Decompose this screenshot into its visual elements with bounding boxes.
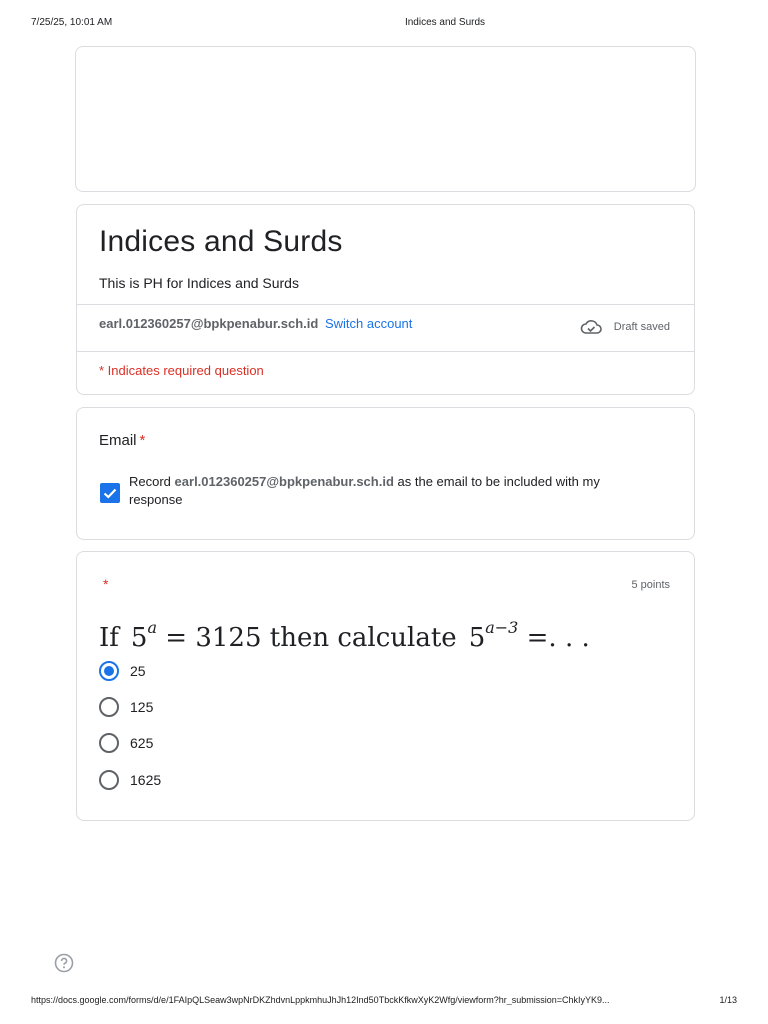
print-doc-title: Indices and Surds bbox=[404, 17, 486, 28]
record-suffix: as the email to be included with my response bbox=[129, 474, 600, 507]
question-math-text bbox=[99, 618, 590, 658]
email-question-card bbox=[76, 407, 695, 540]
divider bbox=[77, 304, 694, 305]
math-base1: 5 bbox=[130, 623, 148, 653]
option-label: 625 bbox=[130, 735, 154, 751]
account-email: earl.012360257@bpkpenabur.sch.id bbox=[99, 316, 319, 331]
form-title: Indices and Surds bbox=[99, 225, 343, 258]
option-25[interactable] bbox=[99, 660, 146, 682]
divider bbox=[77, 351, 694, 352]
math-if: If bbox=[99, 623, 119, 653]
record-email: earl.012360257@bpkpenabur.sch.id bbox=[174, 474, 394, 489]
option-1625[interactable] bbox=[99, 769, 161, 791]
points-label: 5 points bbox=[631, 579, 670, 591]
math-exp1: a bbox=[147, 618, 157, 637]
form-description: This is PH for Indices and Surds bbox=[99, 275, 299, 291]
option-label: 1625 bbox=[130, 772, 162, 788]
record-email-text bbox=[129, 473, 649, 509]
radio-button[interactable] bbox=[99, 770, 119, 790]
email-question-label bbox=[99, 432, 145, 449]
option-label: 125 bbox=[130, 699, 154, 715]
draft-status-label: Draft saved bbox=[613, 321, 670, 333]
radio-button-selected[interactable] bbox=[99, 661, 119, 681]
cloud-done-icon bbox=[580, 319, 602, 335]
record-prefix: Record bbox=[129, 474, 171, 489]
print-url: https://docs.google.com/forms/d/e/1FAIpQLSeaw3wpNrDKZhdvnLppkmhuJhJh12Ind50TbckKfkwXyK2Wfg/viewform?hr_submission=ChkIyYK9... bbox=[31, 995, 610, 1005]
draft-status bbox=[580, 319, 670, 335]
required-asterisk: * bbox=[103, 576, 109, 592]
option-625[interactable] bbox=[99, 732, 153, 754]
account-row bbox=[99, 316, 412, 331]
math-exp2: a−3 bbox=[485, 618, 519, 637]
print-header bbox=[0, 17, 768, 31]
header-banner bbox=[75, 46, 696, 192]
option-label: 25 bbox=[130, 663, 146, 679]
radio-button[interactable] bbox=[99, 733, 119, 753]
math-eq2: =. . . bbox=[526, 623, 590, 653]
option-125[interactable] bbox=[99, 696, 153, 718]
page-number: 1/13 bbox=[719, 995, 737, 1005]
record-email-checkbox[interactable] bbox=[100, 483, 120, 503]
check-icon bbox=[100, 483, 120, 503]
print-footer bbox=[0, 995, 768, 1009]
help-circle-icon[interactable] bbox=[54, 953, 74, 973]
math-base2: 5 bbox=[468, 623, 486, 653]
math-then: then calculate bbox=[269, 623, 457, 653]
switch-account-link[interactable]: Switch account bbox=[324, 316, 413, 331]
radio-button[interactable] bbox=[99, 697, 119, 717]
email-label-text: Email bbox=[99, 432, 137, 449]
math-eq1: = 3125 bbox=[165, 623, 262, 653]
question-card bbox=[76, 551, 695, 821]
required-asterisk: * bbox=[139, 432, 146, 449]
print-datetime: 7/25/25, 10:01 AM bbox=[31, 17, 113, 28]
required-note: * Indicates required question bbox=[99, 363, 264, 378]
form-title-card bbox=[76, 204, 695, 395]
